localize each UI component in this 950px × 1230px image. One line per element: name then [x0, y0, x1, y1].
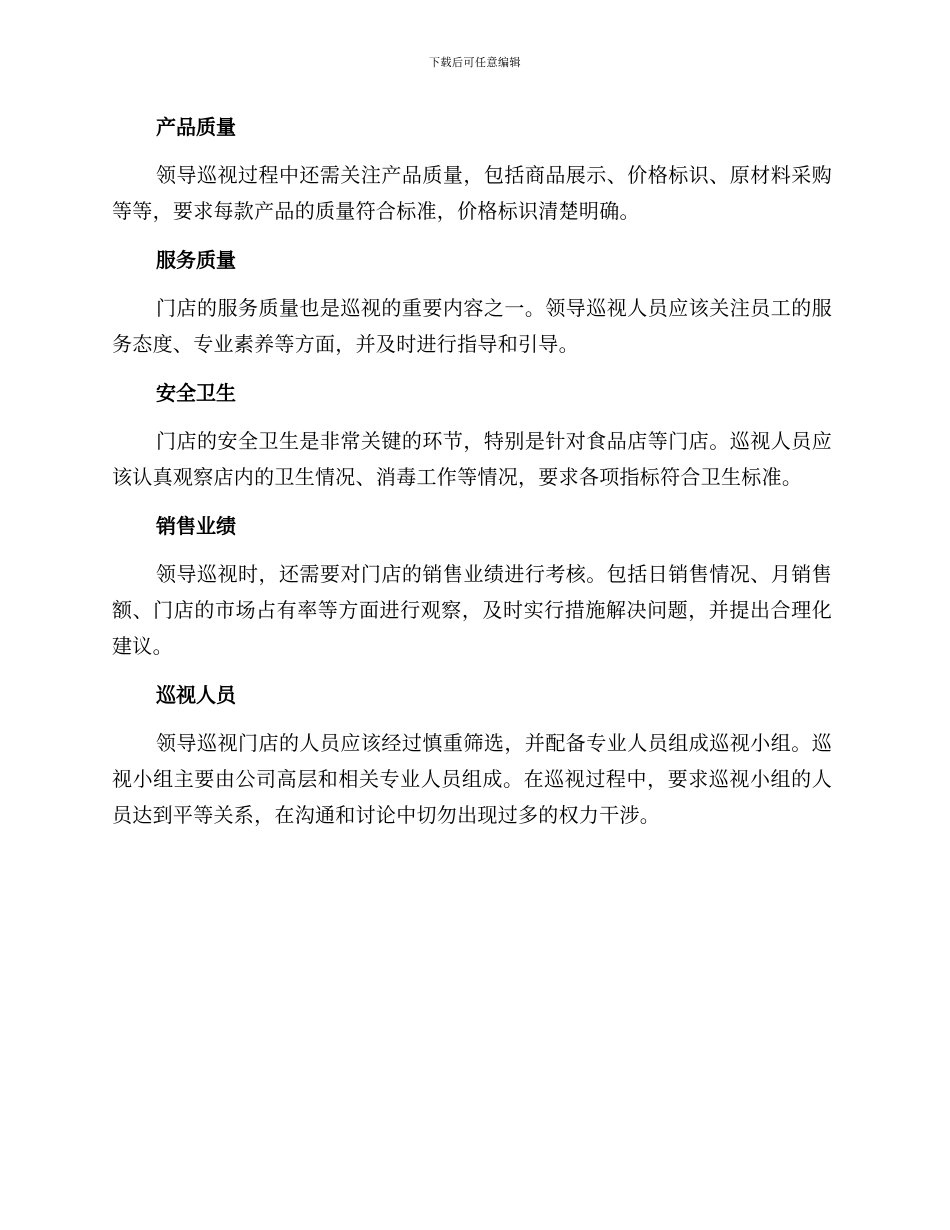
section-title: 服务质量 [156, 248, 236, 272]
section-service-quality [112, 243, 832, 362]
section-safety-hygiene [112, 376, 832, 495]
section-paragraph: 领导巡视门店的人员应该经过慎重筛选，并配备专业人员组成巡视小组。巡视小组主要由公司高层和相关专业人员组成。在巡视过程中，要求巡视小组的人员达到平等关系，在沟通和讨论中切勿出现过多的权力干涉。 [112, 731, 832, 827]
section-paragraph: 领导巡视过程中还需关注产品质量，包括商品展示、价格标识、原材料采购等等，要求每款产品的质量符合标准，价格标识清楚明确。 [112, 163, 832, 223]
section-title: 产品质量 [156, 115, 236, 139]
document-content [112, 110, 832, 847]
section-sales-performance [112, 509, 832, 664]
page-header: 下载后可任意编辑 [429, 56, 521, 69]
section-title: 销售业绩 [156, 514, 236, 538]
section-inspection-staff [112, 678, 832, 833]
section-product-quality [112, 110, 832, 229]
section-paragraph: 门店的安全卫生是非常关键的环节，特别是针对食品店等门店。巡视人员应该认真观察店内的卫生情况、消毒工作等情况，要求各项指标符合卫生标准。 [112, 429, 832, 489]
section-paragraph: 门店的服务质量也是巡视的重要内容之一。领导巡视人员应该关注员工的服务态度、专业素养等方面，并及时进行指导和引导。 [112, 296, 832, 356]
section-title: 安全卫生 [156, 381, 236, 405]
section-title: 巡视人员 [156, 683, 236, 707]
section-paragraph: 领导巡视时，还需要对门店的销售业绩进行考核。包括日销售情况、月销售额、门店的市场占有率等方面进行观察，及时实行措施解决问题，并提出合理化建议。 [112, 562, 832, 658]
